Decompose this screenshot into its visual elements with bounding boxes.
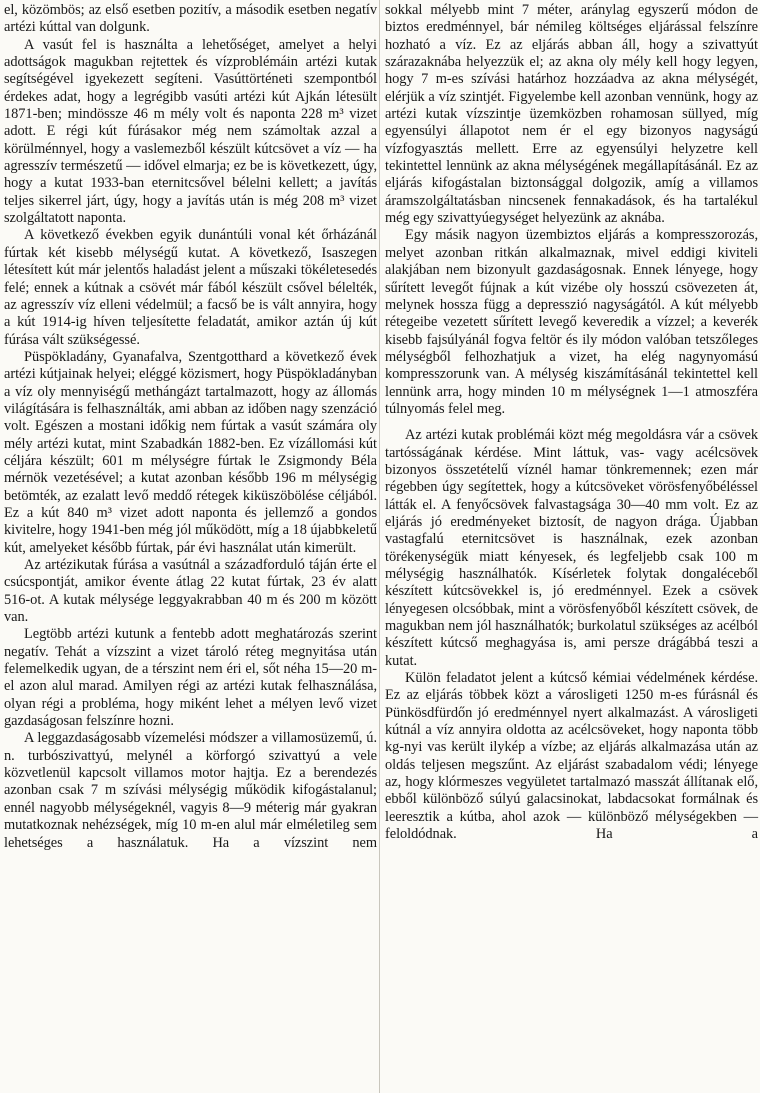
paragraph: Egy másik nagyon üzembiztos eljárás a kompresszorozás, melyet azonban ritkán alkalmaznak, mivel eddigi kiviteli alakjában nem bizonyult gazdaságosnak. Ennek lényege, hogy sűrített levegőt fújnak a kút vizébe oly hosszú csövezeten át, melynek hossza függ a depresszió nagyságától. A kút mélyebb rétegeibe vezetett sűrített levegő keveredik a vízzel; a keverék kisebb fajsúlyánál fogva feltör és ily módon valóban tetszőleges mélységből felhozhatjuk a vizet, ha elég nagynyomású kompresszorunk van. A mélység kiszámításánál tekintettel kell lennünk arra, hogy minden 10 m mélységnek 1—1 atmoszféra túlnyomás felel meg. xyxy=(385,227,758,417)
paragraph: Legtöbb artézi kutunk a fentebb adott meghatározás szerint negatív. Tehát a vízszint a vizet tároló réteg megnyitása után felemelkedik ugyan, de a térszint nem éri el, sőt néha 15—20 m-el azon alul marad. Amilyen régi az artézi kutak felhasználása, olyan régi a probléma, hogy miként lehet a mélyen levő vizet gazdaságosan felszínre hozni. xyxy=(4,626,377,730)
paragraph: A leggazdaságosabb vízemelési módszer a villamosüzemű, ú. n. turbószivattyú, melynél a körforgó szivattyú a vele közvetlenül kapcsolt villamos motor hajtja. Ez a berendezés azonban csak 7 m szívási mélységig működik kifogástalanul; ennél nagyobb mélységeknél, vagyis 8—9 méterig már gyakran mutatkoznak nehézségek, míg 10 m-en alul már elméletileg sem lehetséges a használatuk. Ha a vízszint nem xyxy=(4,730,377,851)
paragraph: el, közömbös; az első esetben pozitív, a második esetben negatív artézi kúttal van dolgunk. xyxy=(4,2,377,36)
paragraph: sokkal mélyebb mint 7 méter, aránylag egyszerű módon de biztos eredménnyel, bár némileg költséges eljárással felszínre hozható a víz. Ez az eljárás abban áll, hogy a szivattyút szárazaknába helyezzük el; az akna oly mély kell hogy legyen, hogy 7 m-es szívási határhoz hozzáadva az akna mélységét, elérjük a víz szintjét. Figyelembe kell azonban vennünk, hogy az artézi kutak vízszintje üzemközben rohamosan süllyed, míg egyensúlyi állapotot nem ér el egy bizonyos nagyságú vízfogyasztás mellett. Erre az egyensúlyi helyzetre kell tekintettel lennünk az akna mélységének megállapításánál. Ez az eljárás kifogástalan biztonsággal dolgozik, amíg a villamos áramszolgáltatásban nincsenek fennakadások, és ha tartalékul még egy szivattyúegységet helyezünk az aknába. xyxy=(385,2,758,227)
paragraph: Az artézikutak fúrása a vasútnál a századforduló táján érte el csúcspontját, amikor évente átlag 22 kutat fúrtak, 23 év alatt 516-ot. A kutak mélysége leggyakrabban 40 m és 200 m között van. xyxy=(4,557,377,626)
paragraph: Külön feladatot jelent a kútcső kémiai védelmének kérdése. Ez az eljárás többek közt a városligeti 1250 m-es fúrásnál és Pünkösdfürdőn jó eredménnyel nyert alkalmazást. A városligeti kútnál a víz annyira oldotta az acélcsöveket, hogy naponta több kg-nyi vas került ilykép a vízbe; az eljárás alkalmazása után az oldás teljesen megszűnt. Az eljárást szabadalom védi; lényege az, hogy klórmeszes vegyületet tartalmazó masszát állítanak elő, ebből különböző súlyú galacsinokat, labdacsokat formálnak és leeresztik a kútba, ahol azok — különböző mélységekben — feloldódnak. Ha a xyxy=(385,670,758,843)
column-divider xyxy=(379,0,380,1093)
right-column xyxy=(385,2,758,844)
left-column xyxy=(4,2,377,852)
paragraph: A következő években egyik dunántúli vonal két őrházánál fúrtak két kisebb mélységű kutat. A következő, Isaszegen létesített kút már jelentős haladást jelent a műszaki tökéletesedés felé; ennek a kútnak a csövét már fából készült csővel bélelték, az agresszív víz elleni védelmül; a facső be is vált annyira, hogy a kút 1914-ig híven teljesítette feladatát, amikor aztán új kút fúrása vált szükségessé. xyxy=(4,227,377,348)
paragraph: Püspökladány, Gyanafalva, Szentgotthard a következő évek artézi kútjainak helyei; eléggé közismert, hogy Püspökladányban a víz oly mennyiségű methángázt tartalmazott, hogy az állomás világítására is felhasználták, ami abban az időben nagy szenzáció volt. Egészen a mostani időkig nem fúrtak a vasút számára oly mély artézi kutat, mint Szabadkán 1882-ben. Ez vízállomási kút céljára készült; 601 m mélységre fúrtak le Zsigmondy Béla mérnök vezetésével; a kutat azonban később 196 m mélységig betömték, az ezalatt levő meddő rétegek kiküszöbölése céljából. Ez a kút 840 m³ vizet adott naponta és jellemző a gondos kivitelre, hogy 1941-ben még jól működött, míg a 18 újabbkeletű kút, amelyeket később fúrtak, pár évi használat után kimerült. xyxy=(4,348,377,556)
paragraph: A vasút fel is használta a lehetőséget, amelyet a helyi adottságok magukban rejtettek és vízproblémáin artézi kutak segítségével igyekezett segíteni. Vasúttörténeti szempontból érdekes adat, hogy a legrégibb vasúti artézi kút Ajkán létesült 1871-ben; mindössze 46 m mély volt és naponta 228 m³ vizet adott. E régi kút fúrásakor még nem számoltak azzal a körülménnyel, hogy a vaslemezből készült kútcsövet a víz — ha agresszív természetű — idővel elmarja; ez be is következett, úgy, hogy a kutat 1933-ban eternitcsővel bélelni kellett; a javítás teljes sikerrel járt, úgy, hogy a javítás után is még 208 m³ vizet szolgáltatott naponta. xyxy=(4,36,377,227)
paragraph: Az artézi kutak problémái közt még megoldásra vár a csövek tartósságának kérdése. Mint láttuk, vas- vagy acélcsövek bizonyos összetételű víznél hamar tönkremennek; ezen már régebben úgy segítettek, hogy a kútcsöveket vörösfenyőbéléssel látták el. A fenyőcsövek falvastagsága 30—40 mm volt. Ez az eljárás jó eredményeket biztosít, de nagyon drága. Újabban vastagfalú eternitcsövet is használnak, ezek azonban törékenységük miatt kényesek, és legfeljebb csak 100 m mélységig használhatók. Kísérletek folytak dongaléceből készített kútcsövekkel is, jó eredménnyel. Ezek a csövek lényegesen olcsóbbak, mint a vörösfenyőből készített csövek, de magukban nem jól használhatók; burkolatul szükséges az acélból készített kútcső meghagyása is, ami persze drágábbá teszi a kutat. xyxy=(385,427,758,669)
